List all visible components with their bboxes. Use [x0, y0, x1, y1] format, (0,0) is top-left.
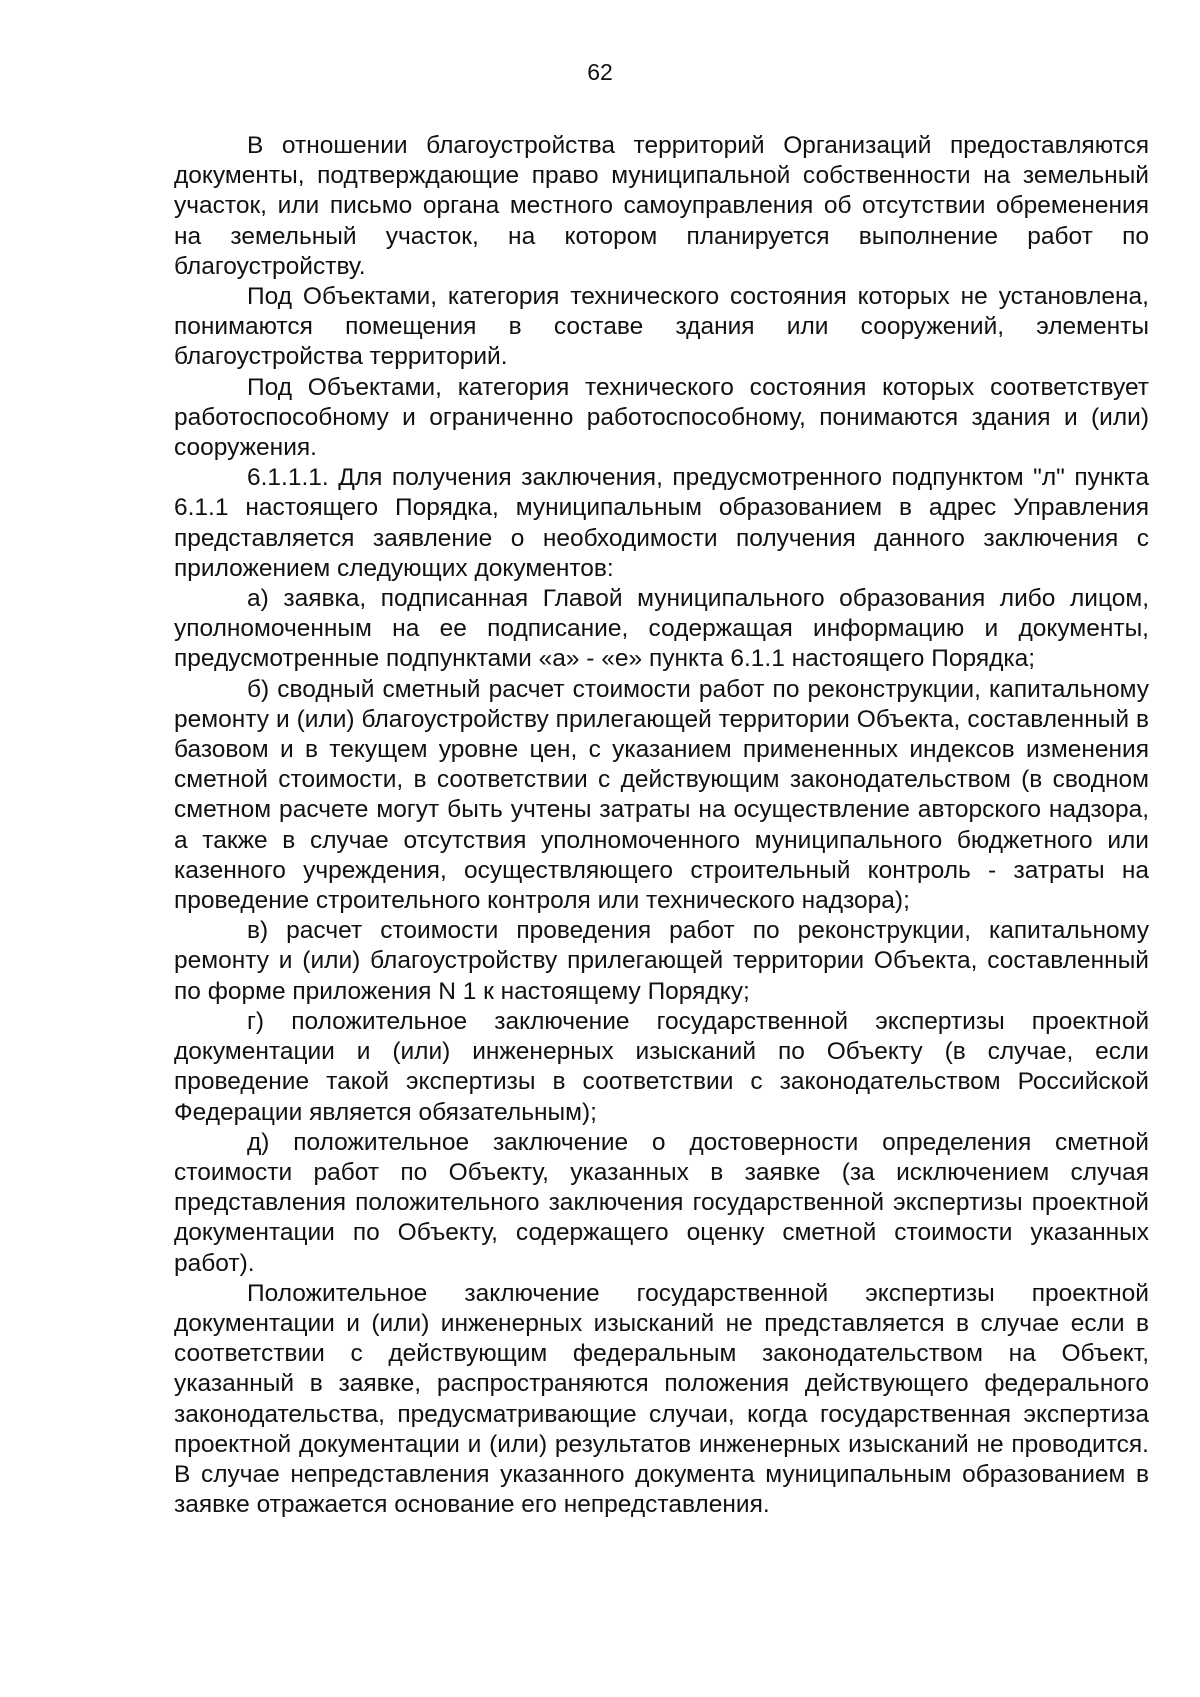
- list-item-b: б) сводный сметный расчет стоимости работ по реконструкции, капитальному ремонту и (или) благоустройству прилегающей территории Объекта, составленный в базовом и в текущем уровне цен, с указанием примененных индексов изменения сметной стоимости, в соответствии с действующим законодательством (в сводном сметном расчете могут быть учтены затраты на осуществление авторского надзора, а также в случае отсутствия уполномоченного муниципального бюджетного или казенного учреждения, осуществляющего строительный контроль - затраты на проведение строительного контроля или технического надзора);: [174, 675, 1149, 915]
- paragraph-objects-category-operational: Под Объектами, категория технического состояния которых соответствует работоспособному и ограниченно работоспособному, понимаются здания и (или) сооружения.: [174, 373, 1149, 462]
- paragraph-section-6-1-1-1: 6.1.1.1. Для получения заключения, предусмотренного подпунктом "л" пункта 6.1.1 настоящего Порядка, муниципальным образованием в адрес Управления представляется заявление о необходимости получения данного заключения с приложением следующих документов:: [174, 464, 1149, 582]
- page-number: 62: [587, 59, 613, 85]
- document-body: [174, 131, 1149, 1520]
- list-item-v: в) расчет стоимости проведения работ по реконструкции, капитальному ремонту и (или) благоустройству прилегающей территории Объекта, составленный по форме приложения N 1 к настоящему Порядку;: [174, 917, 1149, 1005]
- paragraph-expertise-exemption: Положительное заключение государственной экспертизы проектной документации и (или) инженерных изысканий не представляется в случае если в соответствии с действующим федеральным законодательством на Объект, указанный в заявке, распространяются положения действующего федерального законодательства, предусматривающие случаи, когда государственная экспертиза проектной документации и (или) результатов инженерных изысканий не проводится. В случае непредставления указанного документа муниципальным образованием в заявке отражается основание его непредставления.: [174, 1279, 1149, 1519]
- paragraph-ownership-documents: В отношении благоустройства территорий Организаций предоставляются документы, подтверждающие право муниципальной собственности на земельный участок, или письмо органа местного самоуправления об отсутствии обременения на земельный участок, на котором планируется выполнение работ по благоустройству.: [174, 132, 1149, 280]
- list-item-a: а) заявка, подписанная Главой муниципального образования либо лицом, уполномоченным на ее подписание, содержащая информацию и документы, предусмотренные подпунктами «а» - «е» пункта 6.1.1 настоящего Порядка;: [174, 585, 1149, 673]
- list-item-g: г) положительное заключение государственной экспертизы проектной документации и (или) инженерных изысканий по Объекту (в случае, если проведение такой экспертизы в соответствии с законодательством Российской Федерации является обязательным);: [174, 1007, 1149, 1126]
- list-item-d: д) положительное заключение о достоверности определения сметной стоимости работ по Объекту, указанных в заявке (за исключением случая представления положительного заключения государственной экспертизы проектной документации по Объекту, содержащего оценку сметной стоимости указанных работ).: [174, 1128, 1149, 1277]
- paragraph-objects-category-not-set: Под Объектами, категория технического состояния которых не установлена, понимаются помещения в составе здания или сооружений, элементы благоустройства территорий.: [174, 283, 1149, 371]
